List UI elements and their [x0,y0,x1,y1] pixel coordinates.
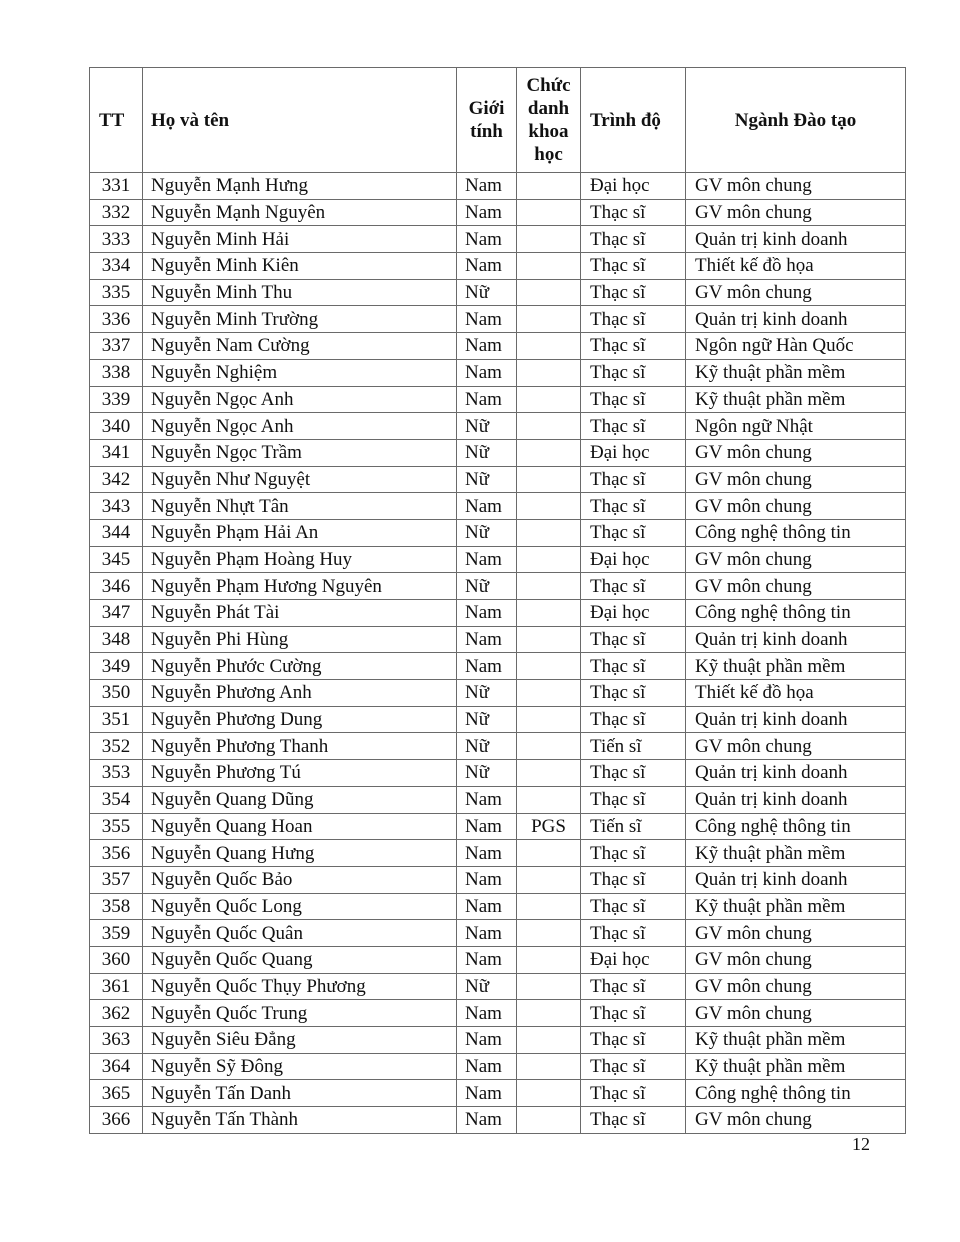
cell-academic-title [517,173,581,200]
cell-gender: Nữ [457,680,517,707]
cell-major: Thiết kế đồ họa [686,253,906,280]
table-row [90,386,906,413]
cell-gender: Nam [457,546,517,573]
table-row [90,546,906,573]
cell-major: Ngôn ngữ Hàn Quốc [686,333,906,360]
cell-name: Nguyễn Phạm Hải An [143,519,457,546]
cell-gender: Nam [457,920,517,947]
cell-level: Thạc sĩ [581,920,686,947]
table-row [90,973,906,1000]
cell-tt: 337 [90,333,143,360]
cell-major: GV môn chung [686,1107,906,1134]
cell-name: Nguyễn Như Nguyệt [143,466,457,493]
cell-major: Kỹ thuật phần mềm [686,893,906,920]
cell-tt: 332 [90,199,143,226]
cell-gender: Nữ [457,733,517,760]
table-row [90,466,906,493]
cell-gender: Nam [457,866,517,893]
cell-tt: 360 [90,946,143,973]
cell-major: GV môn chung [686,199,906,226]
cell-name: Nguyễn Siêu Đẳng [143,1027,457,1054]
cell-tt: 351 [90,706,143,733]
cell-level: Thạc sĩ [581,653,686,680]
cell-tt: 356 [90,840,143,867]
cell-tt: 345 [90,546,143,573]
cell-name: Nguyễn Mạnh Nguyên [143,199,457,226]
cell-tt: 342 [90,466,143,493]
cell-major: GV môn chung [686,173,906,200]
cell-level: Thạc sĩ [581,519,686,546]
cell-academic-title [517,600,581,627]
cell-level: Thạc sĩ [581,866,686,893]
table-row [90,706,906,733]
cell-major: GV môn chung [686,279,906,306]
cell-major: Thiết kế đồ họa [686,680,906,707]
cell-major: GV môn chung [686,439,906,466]
cell-major: Ngôn ngữ Nhật [686,413,906,440]
cell-major: Kỹ thuật phần mềm [686,1053,906,1080]
table-row [90,893,906,920]
table-row [90,1053,906,1080]
cell-major: GV môn chung [686,573,906,600]
cell-level: Thạc sĩ [581,386,686,413]
cell-gender: Nam [457,893,517,920]
cell-name: Nguyễn Minh Hải [143,226,457,253]
cell-level: Đại học [581,600,686,627]
cell-level: Thạc sĩ [581,840,686,867]
cell-academic-title [517,786,581,813]
table-row [90,519,906,546]
cell-name: Nguyễn Quang Hưng [143,840,457,867]
table-row [90,946,906,973]
cell-tt: 340 [90,413,143,440]
cell-tt: 344 [90,519,143,546]
cell-academic-title [517,226,581,253]
header-major: Ngành Đào tạo [686,68,906,173]
table-row [90,653,906,680]
cell-name: Nguyễn Quốc Quang [143,946,457,973]
cell-gender: Nam [457,306,517,333]
table-row [90,866,906,893]
cell-tt: 347 [90,600,143,627]
cell-gender: Nam [457,493,517,520]
cell-tt: 366 [90,1107,143,1134]
cell-gender: Nữ [457,413,517,440]
cell-academic-title [517,626,581,653]
cell-academic-title [517,333,581,360]
cell-academic-title: PGS [517,813,581,840]
cell-major: GV môn chung [686,493,906,520]
cell-level: Thạc sĩ [581,333,686,360]
table-row [90,600,906,627]
cell-major: Quản trị kinh doanh [686,306,906,333]
cell-academic-title [517,413,581,440]
cell-level: Thạc sĩ [581,626,686,653]
cell-academic-title [517,866,581,893]
header-title-line: Chức [526,75,571,96]
cell-level: Thạc sĩ [581,359,686,386]
table-row [90,333,906,360]
cell-major: Quản trị kinh doanh [686,760,906,787]
cell-tt: 341 [90,439,143,466]
cell-academic-title [517,466,581,493]
cell-gender: Nam [457,226,517,253]
cell-tt: 346 [90,573,143,600]
cell-academic-title [517,706,581,733]
cell-level: Thạc sĩ [581,1080,686,1107]
table-row [90,626,906,653]
cell-gender: Nữ [457,466,517,493]
cell-academic-title [517,680,581,707]
cell-gender: Nữ [457,573,517,600]
table-row [90,1000,906,1027]
table-row [90,1080,906,1107]
header-title-line: danh [527,98,570,119]
cell-tt: 353 [90,760,143,787]
cell-tt: 365 [90,1080,143,1107]
table-row [90,253,906,280]
cell-gender: Nam [457,626,517,653]
cell-gender: Nữ [457,279,517,306]
cell-level: Đại học [581,439,686,466]
page-number: 12 [852,1134,870,1154]
cell-gender: Nữ [457,439,517,466]
cell-gender: Nam [457,333,517,360]
cell-name: Nguyễn Minh Thu [143,279,457,306]
table-row [90,786,906,813]
cell-academic-title [517,1000,581,1027]
table-row [90,226,906,253]
header-gender-line: tính [470,121,503,142]
cell-academic-title [517,439,581,466]
header-tt: TT [90,68,143,173]
cell-academic-title [517,306,581,333]
cell-name: Nguyễn Phương Anh [143,680,457,707]
cell-tt: 362 [90,1000,143,1027]
cell-gender: Nữ [457,973,517,1000]
cell-tt: 350 [90,680,143,707]
cell-academic-title [517,653,581,680]
cell-major: GV môn chung [686,946,906,973]
cell-academic-title [517,946,581,973]
cell-gender: Nam [457,253,517,280]
cell-gender: Nữ [457,760,517,787]
cell-name: Nguyễn Phương Thanh [143,733,457,760]
cell-major: Quản trị kinh doanh [686,866,906,893]
cell-major: Quản trị kinh doanh [686,706,906,733]
cell-tt: 364 [90,1053,143,1080]
cell-tt: 333 [90,226,143,253]
cell-name: Nguyễn Quốc Long [143,893,457,920]
cell-level: Thạc sĩ [581,1107,686,1134]
cell-level: Thạc sĩ [581,199,686,226]
cell-name: Nguyễn Nghiệm [143,359,457,386]
table-row [90,813,906,840]
cell-gender: Nam [457,1027,517,1054]
cell-academic-title [517,760,581,787]
cell-name: Nguyễn Ngọc Anh [143,386,457,413]
cell-tt: 339 [90,386,143,413]
cell-gender: Nam [457,600,517,627]
table-row [90,413,906,440]
cell-name: Nguyễn Mạnh Hưng [143,173,457,200]
header-gender-line: Giới [468,98,505,119]
cell-major: Kỹ thuật phần mềm [686,653,906,680]
cell-gender: Nam [457,653,517,680]
header-title-line: khoa [528,121,569,142]
header-name: Họ và tên [143,68,457,173]
cell-gender: Nam [457,786,517,813]
cell-name: Nguyễn Phi Hùng [143,626,457,653]
cell-name: Nguyễn Tấn Thành [143,1107,457,1134]
table-row [90,840,906,867]
cell-level: Thạc sĩ [581,226,686,253]
cell-academic-title [517,1027,581,1054]
cell-academic-title [517,546,581,573]
cell-major: Quản trị kinh doanh [686,786,906,813]
cell-tt: 355 [90,813,143,840]
cell-major: Kỹ thuật phần mềm [686,359,906,386]
table-row [90,680,906,707]
cell-major: GV môn chung [686,733,906,760]
cell-tt: 334 [90,253,143,280]
cell-tt: 331 [90,173,143,200]
cell-name: Nguyễn Phạm Hương Nguyên [143,573,457,600]
cell-major: Quản trị kinh doanh [686,626,906,653]
cell-academic-title [517,519,581,546]
cell-name: Nguyễn Quốc Thụy Phương [143,973,457,1000]
cell-level: Thạc sĩ [581,1000,686,1027]
cell-gender: Nữ [457,706,517,733]
cell-tt: 352 [90,733,143,760]
cell-name: Nguyễn Phương Dung [143,706,457,733]
cell-major: Quản trị kinh doanh [686,226,906,253]
cell-tt: 358 [90,893,143,920]
cell-name: Nguyễn Minh Kiên [143,253,457,280]
header-title-line: học [534,144,563,165]
cell-academic-title [517,279,581,306]
header-level: Trình độ [581,68,686,173]
cell-level: Thạc sĩ [581,706,686,733]
header-gender [457,68,517,173]
cell-gender: Nam [457,1107,517,1134]
cell-level: Thạc sĩ [581,493,686,520]
cell-name: Nguyễn Phước Cường [143,653,457,680]
cell-academic-title [517,573,581,600]
cell-tt: 343 [90,493,143,520]
cell-tt: 363 [90,1027,143,1054]
cell-level: Thạc sĩ [581,279,686,306]
cell-gender: Nam [457,1000,517,1027]
cell-academic-title [517,1107,581,1134]
cell-name: Nguyễn Quốc Quân [143,920,457,947]
table-row [90,1107,906,1134]
cell-academic-title [517,386,581,413]
cell-major: GV môn chung [686,973,906,1000]
cell-level: Tiến sĩ [581,813,686,840]
cell-tt: 348 [90,626,143,653]
cell-major: GV môn chung [686,1000,906,1027]
cell-name: Nguyễn Quang Hoan [143,813,457,840]
cell-level: Thạc sĩ [581,893,686,920]
cell-major: Kỹ thuật phần mềm [686,840,906,867]
cell-name: Nguyễn Ngọc Trầm [143,439,457,466]
cell-level: Đại học [581,173,686,200]
cell-name: Nguyễn Quốc Bảo [143,866,457,893]
cell-level: Đại học [581,546,686,573]
cell-major: Công nghệ thông tin [686,813,906,840]
cell-academic-title [517,199,581,226]
cell-gender: Nam [457,359,517,386]
cell-name: Nguyễn Minh Trường [143,306,457,333]
cell-tt: 338 [90,359,143,386]
table-row [90,733,906,760]
cell-level: Thạc sĩ [581,786,686,813]
cell-gender: Nam [457,840,517,867]
table-row [90,173,906,200]
cell-major: GV môn chung [686,920,906,947]
staff-table [89,67,906,1134]
cell-major: Kỹ thuật phần mềm [686,1027,906,1054]
table-header-row [90,68,906,173]
cell-major: Công nghệ thông tin [686,1080,906,1107]
table-row [90,359,906,386]
cell-academic-title [517,359,581,386]
cell-academic-title [517,840,581,867]
cell-gender: Nam [457,813,517,840]
cell-academic-title [517,973,581,1000]
cell-level: Thạc sĩ [581,680,686,707]
table-row [90,760,906,787]
table-row [90,199,906,226]
header-academic-title [517,68,581,173]
cell-academic-title [517,733,581,760]
cell-gender: Nữ [457,519,517,546]
cell-level: Thạc sĩ [581,253,686,280]
cell-tt: 357 [90,866,143,893]
table-row [90,920,906,947]
table-row [90,1027,906,1054]
cell-major: GV môn chung [686,546,906,573]
cell-level: Thạc sĩ [581,760,686,787]
cell-tt: 349 [90,653,143,680]
cell-level: Thạc sĩ [581,413,686,440]
cell-name: Nguyễn Tấn Danh [143,1080,457,1107]
cell-level: Thạc sĩ [581,306,686,333]
cell-gender: Nam [457,173,517,200]
cell-name: Nguyễn Quốc Trung [143,1000,457,1027]
cell-academic-title [517,1053,581,1080]
cell-name: Nguyễn Nhựt Tân [143,493,457,520]
cell-level: Thạc sĩ [581,1027,686,1054]
cell-name: Nguyễn Phát Tài [143,600,457,627]
cell-level: Tiến sĩ [581,733,686,760]
cell-name: Nguyễn Phương Tú [143,760,457,787]
cell-tt: 359 [90,920,143,947]
table-row [90,493,906,520]
cell-academic-title [517,493,581,520]
cell-gender: Nam [457,1053,517,1080]
cell-tt: 354 [90,786,143,813]
cell-level: Thạc sĩ [581,973,686,1000]
cell-academic-title [517,1080,581,1107]
cell-academic-title [517,893,581,920]
cell-name: Nguyễn Nam Cường [143,333,457,360]
cell-academic-title [517,920,581,947]
cell-level: Đại học [581,946,686,973]
cell-level: Thạc sĩ [581,573,686,600]
cell-name: Nguyễn Sỹ Đông [143,1053,457,1080]
cell-gender: Nam [457,946,517,973]
table-row [90,306,906,333]
table-row [90,439,906,466]
cell-major: Kỹ thuật phần mềm [686,386,906,413]
cell-major: Công nghệ thông tin [686,600,906,627]
cell-level: Thạc sĩ [581,1053,686,1080]
cell-gender: Nam [457,386,517,413]
cell-tt: 336 [90,306,143,333]
cell-name: Nguyễn Phạm Hoàng Huy [143,546,457,573]
cell-gender: Nam [457,199,517,226]
cell-major: Công nghệ thông tin [686,519,906,546]
table-row [90,279,906,306]
cell-gender: Nam [457,1080,517,1107]
cell-academic-title [517,253,581,280]
cell-tt: 335 [90,279,143,306]
cell-major: GV môn chung [686,466,906,493]
cell-name: Nguyễn Quang Dũng [143,786,457,813]
cell-level: Thạc sĩ [581,466,686,493]
cell-name: Nguyễn Ngọc Anh [143,413,457,440]
cell-tt: 361 [90,973,143,1000]
table-row [90,573,906,600]
